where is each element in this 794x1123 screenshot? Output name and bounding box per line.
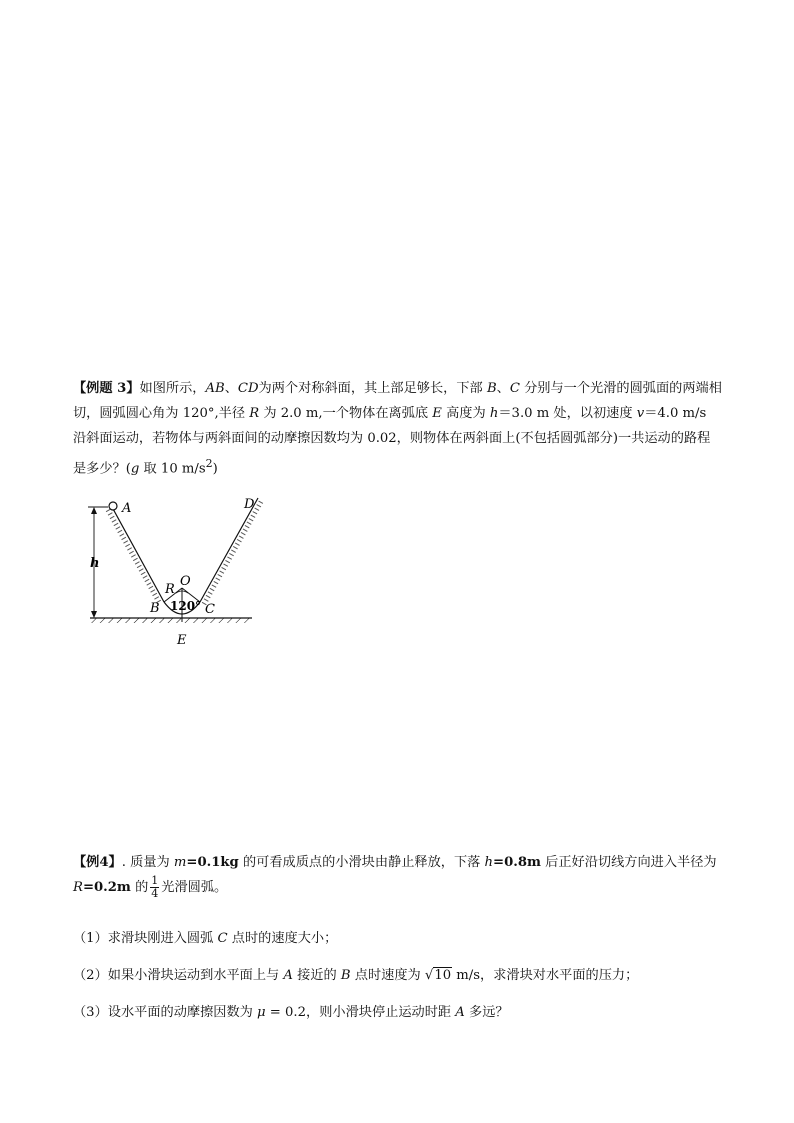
- object-ball: [109, 502, 117, 510]
- sqrt-ten: √10: [424, 968, 452, 983]
- ground-line: [90, 618, 252, 623]
- label-b: B: [150, 601, 160, 616]
- label-a: A: [122, 501, 132, 516]
- label-d: D: [244, 497, 255, 512]
- angle-label: 120°: [170, 599, 202, 613]
- incline-diagram: [80, 490, 280, 655]
- example4-problem: 【例4】. 质量为 m=0.1kg 的可看成质点的小滑块由静止释放，下落 h=0.8m 后正好沿切线方向进入半径为 R=0.2m 的 $\frac{1}{4}$ 光滑圆弧。: [73, 855, 717, 900]
- question-2: （2）如果小滑块运动到水平面上与 A 接近的 B 点时速度为 √10 m/s，求滑块对水平面的压力；: [73, 965, 638, 987]
- label-e: E: [177, 633, 187, 648]
- example3-label: 【例题 3】: [73, 381, 140, 396]
- label-h: h: [90, 556, 100, 571]
- question-3: （3）设水平面的动摩擦因数为 μ = 0.2，则小滑块停止运动时距 A 多远？: [73, 1005, 509, 1020]
- question-1: （1）求滑块刚进入圆弧 C 点时的速度大小；: [73, 931, 338, 946]
- incline-cd: [200, 498, 262, 604]
- example3-problem: 【例题 3】如图所示，AB、CD为两个对称斜面，其上部足够长，下部 B、C 分别与一个光滑的圆弧面的两端相切，圆弧圆心角为 120°,半径 R 为 2.0 m,一个物体在离弧底 E 高度为 h＝3.0 m 处，以初速度 v＝4.0 m/s 沿斜面运动，若物体与两斜面间的动摩擦因数均为 0.02，则物体在两斜面上(不包括圆弧部分)一共运动的路程是多少？(g 取 10 $m/s^2$): [73, 381, 722, 477]
- label-o: O: [180, 574, 191, 589]
- quarter-fraction: $\frac{1}{4}$: [151, 874, 159, 900]
- incline-ab: [108, 507, 164, 604]
- label-r: R: [165, 582, 175, 597]
- example4-label: 【例4】: [73, 855, 122, 870]
- label-c: C: [205, 602, 215, 617]
